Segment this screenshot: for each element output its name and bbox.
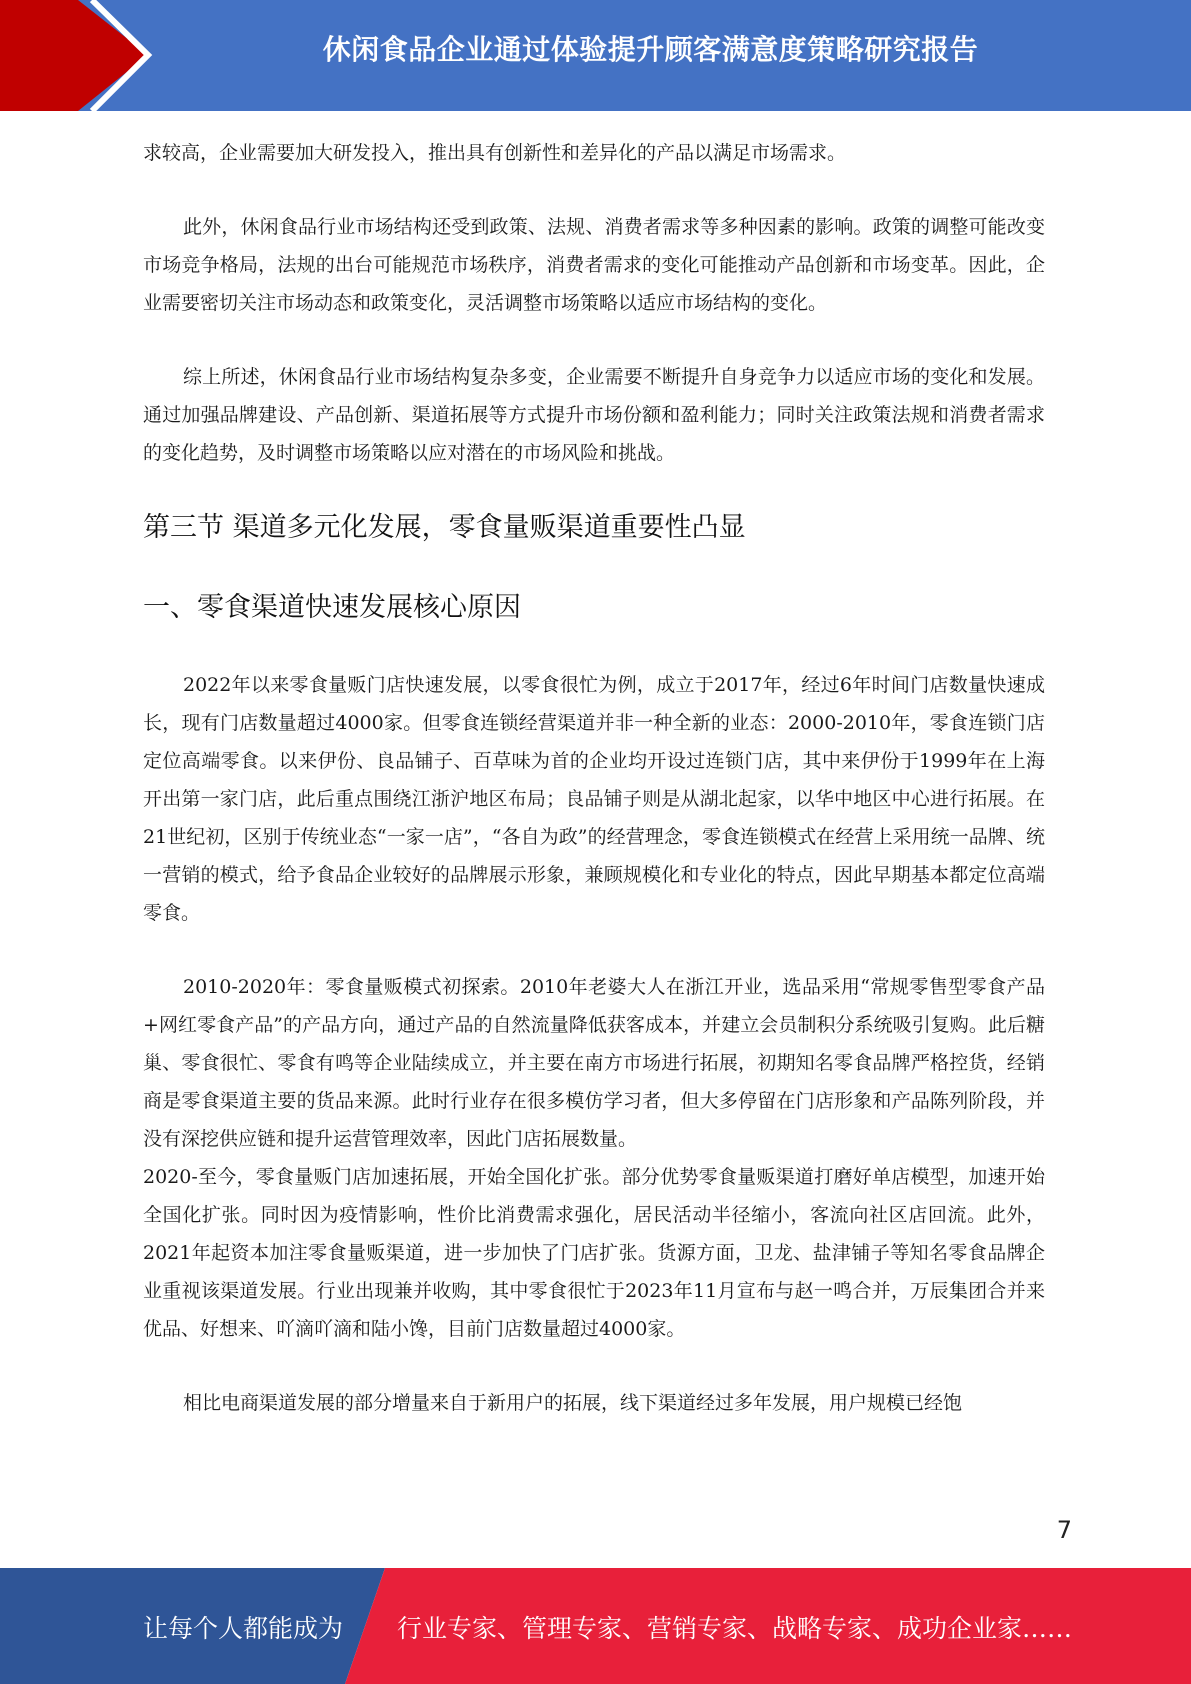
paragraph: 相比电商渠道发展的部分增量来自于新用户的拓展，线下渠道经过多年发展，用户规模已经饱 [183, 1392, 963, 1414]
footer-slogan-left: 让每个人都能成为 [143, 1614, 344, 1643]
page-body [143, 134, 1045, 1458]
paragraph: 2020-至今，零食量贩门店加速拓展，开始全国化扩张。部分优势零食量贩渠道打磨好单店模型，加速开始全国化扩张。同时因为疫情影响，性价比消费需求强化，居民活动半径缩小，客流向社区店回流。此外，2021年起资本加注零食量贩渠道，进一步加快了门店扩张。货源方面，卫龙、盐津铺子等知名零食品牌企业重视该渠道发展。行业出现兼并收购，其中零食很忙于2023年11月宣布与赵一鸣合并，万辰集团合并来优品、好想来、吖滴吖滴和陆小馋，目前门店数量超过4000家。 [143, 1166, 1045, 1340]
page-header [0, 0, 1191, 111]
paragraph: 此外，休闲食品行业市场结构还受到政策、法规、消费者需求等多种因素的影响。政策的调整可能改变市场竞争格局，法规的出台可能规范市场秩序，消费者需求的变化可能推动产品创新和市场变革。因此，企业需要密切关注市场动态和政策变化，灵活调整市场策略以适应市场结构的变化。 [143, 216, 1045, 314]
subsection-heading: 一、零食渠道快速发展核心原因 [143, 592, 521, 623]
page-footer [0, 1568, 1191, 1684]
paragraph: 2010-2020年：零食量贩模式初探索。2010年老婆大人在浙江开业，选品采用“常规零售型零食产品+网红零食产品”的产品方向，通过产品的自然流量降低获客成本，并建立会员制积分系统吸引复购。此后糖巢、零食很忙、零食有鸣等企业陆续成立，并主要在南方市场进行拓展，初期知名零食品牌严格控货，经销商是零食渠道主要的货品来源。此时行业存在很多模仿学习者，但大多停留在门店形象和产品陈列阶段，并没有深挖供应链和提升运营管理效率，因此门店拓展数量。 [143, 976, 1045, 1150]
footer-slogan-right: 行业专家、管理专家、营销专家、战略专家、成功企业家…… [397, 1614, 1073, 1643]
paragraph: 2022年以来零食量贩门店快速发展，以零食很忙为例，成立于2017年，经过6年时间门店数量快速成长，现有门店数量超过4000家。但零食连锁经营渠道并非一种全新的业态：2000-2010年，零食连锁门店定位高端零食。以来伊份、良品铺子、百草味为首的企业均开设过连锁门店，其中来伊份于1999年在上海开出第一家门店，此后重点围绕江浙沪地区布局；良品铺子则是从湖北起家，以华中地区中心进行拓展。在21世纪初，区别于传统业态“一家一店”，“各自为政”的经营理念，零食连锁模式在经营上采用统一品牌、统一营销的模式，给予食品企业较好的品牌展示形象，兼顾规模化和专业化的特点，因此早期基本都定位高端零食。 [143, 674, 1045, 924]
paragraph: 综上所述，休闲食品行业市场结构复杂多变，企业需要不断提升自身竞争力以适应市场的变化和发展。通过加强品牌建设、产品创新、渠道拓展等方式提升市场份额和盈利能力；同时关注政策法规和消费者需求的变化趋势，及时调整市场策略以应对潜在的市场风险和挑战。 [143, 366, 1045, 464]
page-number: 7 [1056, 1516, 1072, 1544]
paragraph-continued: 求较高，企业需要加大研发投入，推出具有创新性和差异化的产品以满足市场需求。 [143, 142, 847, 164]
section-heading: 第三节 渠道多元化发展，零食量贩渠道重要性凸显 [143, 512, 746, 543]
header-title: 休闲食品企业通过体验提升顾客满意度策略研究报告 [322, 33, 979, 66]
